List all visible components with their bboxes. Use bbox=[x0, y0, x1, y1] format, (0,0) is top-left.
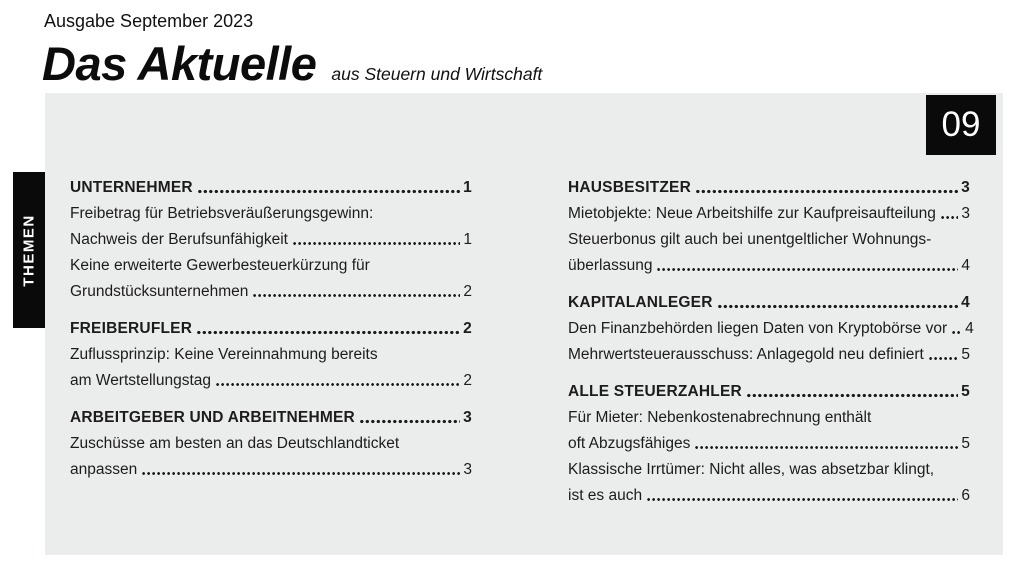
toc-heading-label: FREIBERUFLER bbox=[70, 320, 193, 337]
page-number: 4 bbox=[965, 320, 974, 337]
toc-entry-row bbox=[568, 428, 970, 454]
toc-entry-label: am Wertstellungstag bbox=[70, 372, 211, 389]
toc-heading-label: ALLE STEUERZAHLER bbox=[568, 383, 742, 400]
page-number: 3 bbox=[463, 409, 472, 426]
toc-column-left bbox=[70, 172, 472, 480]
toc-heading-row bbox=[70, 313, 472, 339]
toc-section bbox=[568, 287, 974, 365]
toc-heading-row bbox=[568, 172, 970, 198]
dotted-leader bbox=[696, 189, 958, 194]
toc-heading-row bbox=[70, 172, 472, 198]
dotted-leader bbox=[952, 330, 962, 335]
page-number: 6 bbox=[961, 487, 970, 504]
themen-tab bbox=[13, 172, 45, 328]
page-number: 1 bbox=[463, 231, 472, 248]
themen-tab-label: THEMEN bbox=[20, 213, 38, 287]
toc-entry-row bbox=[568, 198, 970, 224]
dotted-leader bbox=[929, 356, 959, 361]
page-number: 1 bbox=[463, 179, 472, 196]
dotted-leader bbox=[647, 497, 958, 502]
page-number: 4 bbox=[961, 294, 970, 311]
dotted-leader bbox=[718, 304, 959, 309]
toc-entry-label: Mehrwertsteuerausschuss: Anlagegold neu definiert bbox=[568, 346, 924, 363]
dotted-leader bbox=[941, 215, 958, 220]
toc-entry-row bbox=[70, 224, 472, 250]
dotted-leader bbox=[142, 471, 460, 476]
toc-entry-label: überlassung bbox=[568, 257, 653, 274]
toc-heading-row bbox=[70, 402, 472, 428]
toc-entry-label: Zuflussprinzip: Keine Vereinnahmung bereits bbox=[70, 346, 378, 363]
toc-entry-row bbox=[568, 402, 970, 428]
toc-entry-row bbox=[70, 365, 472, 391]
dotted-leader bbox=[747, 393, 958, 398]
dotted-leader bbox=[360, 419, 460, 424]
toc-entry-row bbox=[568, 480, 970, 506]
toc-heading-label: ARBEITGEBER UND ARBEITNEHMER bbox=[70, 409, 355, 426]
issue-number: 09 bbox=[941, 105, 981, 144]
toc-entry-row bbox=[568, 313, 974, 339]
toc-entry-row bbox=[70, 339, 472, 365]
page-number: 5 bbox=[961, 383, 970, 400]
toc-heading-label: UNTERNEHMER bbox=[70, 179, 193, 196]
toc-column-right bbox=[568, 172, 974, 506]
masthead bbox=[42, 36, 542, 91]
toc-entry-label: Zuschüsse am besten an das Deutschlandticket bbox=[70, 435, 400, 452]
toc-entry-label: Den Finanzbehörden liegen Daten von Kryptobörse vor bbox=[568, 320, 948, 337]
toc-entry-row bbox=[568, 224, 970, 250]
issue-number-badge bbox=[926, 95, 996, 155]
toc-entry-label: anpassen bbox=[70, 461, 138, 478]
toc-entry-label: Nachweis der Berufsunfähigkeit bbox=[70, 231, 288, 248]
toc-entry-row bbox=[70, 198, 472, 224]
page-number: 3 bbox=[961, 179, 970, 196]
page-subtitle: aus Steuern und Wirtschaft bbox=[331, 64, 543, 84]
dotted-leader bbox=[695, 445, 958, 450]
toc-entry-label: Grundstücksunternehmen bbox=[70, 283, 249, 300]
toc-entry-label: oft Abzugsfähiges bbox=[568, 435, 691, 452]
toc-panel bbox=[45, 93, 1003, 555]
page-number: 5 bbox=[961, 435, 970, 452]
page-number: 3 bbox=[961, 205, 970, 222]
toc-heading-label: HAUSBESITZER bbox=[568, 179, 691, 196]
dotted-leader bbox=[293, 241, 460, 246]
page-number: 3 bbox=[463, 461, 472, 478]
toc-entry-row bbox=[70, 250, 472, 276]
page-title: Das Aktuelle bbox=[42, 37, 317, 90]
page-number: 5 bbox=[961, 346, 970, 363]
dotted-leader bbox=[253, 293, 460, 298]
toc-entry-label: ist es auch bbox=[568, 487, 643, 504]
page-number: 2 bbox=[463, 372, 472, 389]
toc-entry-label: Steuerbonus gilt auch bei unentgeltlicher Wohnungs- bbox=[568, 231, 932, 248]
toc-entry-row bbox=[70, 428, 472, 454]
toc-heading-row bbox=[568, 287, 970, 313]
dotted-leader bbox=[657, 267, 958, 272]
toc-entry-label: Klassische Irrtümer: Nicht alles, was absetzbar klingt, bbox=[568, 461, 935, 478]
toc-entry-label: Keine erweiterte Gewerbesteuerkürzung für bbox=[70, 257, 370, 274]
toc-section bbox=[568, 376, 970, 506]
toc-entry-label: Für Mieter: Nebenkostenabrechnung enthält bbox=[568, 409, 872, 426]
toc-entry-label: Freibetrag für Betriebsveräußerungsgewinn: bbox=[70, 205, 374, 222]
toc-entry-row bbox=[568, 454, 970, 480]
toc-heading-row bbox=[568, 376, 970, 402]
toc-entry-label: Mietobjekte: Neue Arbeitshilfe zur Kaufpreisaufteilung bbox=[568, 205, 936, 222]
toc-section bbox=[568, 172, 970, 276]
toc-section bbox=[70, 402, 472, 480]
issue-label: Ausgabe September 2023 bbox=[44, 11, 254, 31]
toc-entry-row bbox=[70, 276, 472, 302]
toc-entry-row bbox=[70, 454, 472, 480]
page-number: 4 bbox=[961, 257, 970, 274]
dotted-leader bbox=[216, 382, 460, 387]
toc-entry-row bbox=[568, 339, 970, 365]
toc-entry-row bbox=[568, 250, 970, 276]
page-number: 2 bbox=[463, 283, 472, 300]
toc-heading-label: KAPITALANLEGER bbox=[568, 294, 713, 311]
page-number: 2 bbox=[463, 320, 472, 337]
toc-section bbox=[70, 172, 472, 302]
toc-section bbox=[70, 313, 472, 391]
dotted-leader bbox=[198, 189, 460, 194]
dotted-leader bbox=[197, 330, 460, 335]
